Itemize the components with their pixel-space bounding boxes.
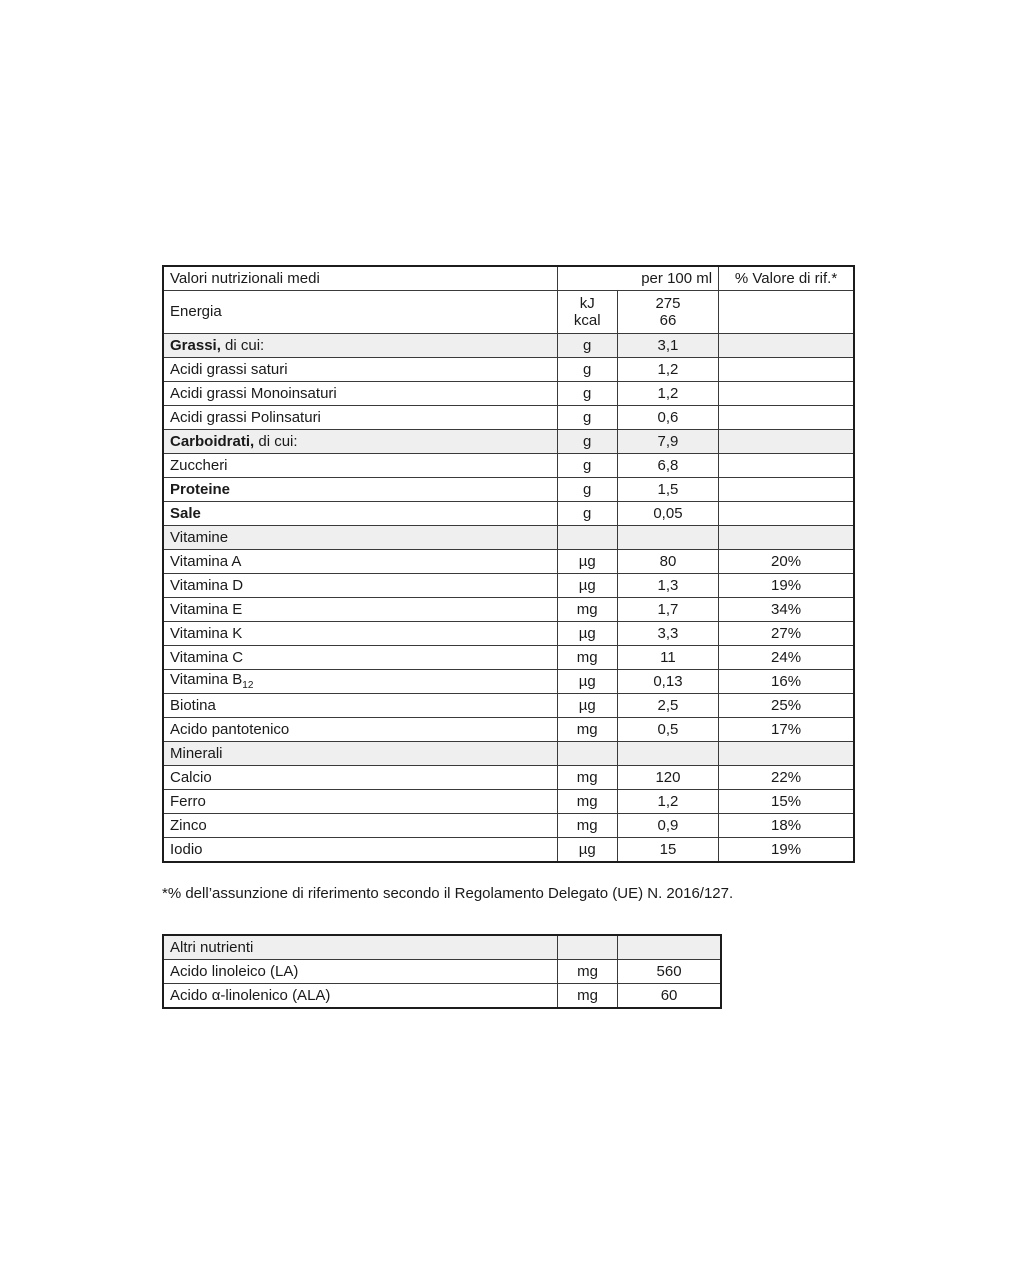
unit-cell: mg: [557, 814, 617, 838]
reference-percent-cell: 20%: [719, 550, 854, 574]
reference-percent-cell: 18%: [719, 814, 854, 838]
table-row: [163, 358, 854, 382]
value-cell: 1,2: [617, 358, 718, 382]
value-cell: 15: [617, 838, 718, 863]
value-cell: 275 66: [617, 291, 718, 334]
value-cell: 80: [617, 550, 718, 574]
unit-cell: g: [557, 478, 617, 502]
reference-percent-cell: 24%: [719, 646, 854, 670]
reference-percent-cell: 25%: [719, 694, 854, 718]
other-nutrients-title: Altri nutrienti: [163, 935, 557, 960]
nutrient-label: Vitamina D: [163, 574, 557, 598]
other-nutrients-table: [162, 934, 722, 1009]
nutrient-label: Vitamine: [163, 526, 557, 550]
nutrient-label: Vitamina A: [163, 550, 557, 574]
value-cell: 0,05: [617, 502, 718, 526]
unit-cell: mg: [557, 718, 617, 742]
unit-cell: g: [557, 406, 617, 430]
unit-cell: mg: [557, 598, 617, 622]
value-cell: 0,9: [617, 814, 718, 838]
value-cell: 560: [618, 960, 721, 984]
value-cell: 1,5: [617, 478, 718, 502]
unit-cell: mg: [557, 646, 617, 670]
empty-unit-header-cell: [557, 935, 617, 960]
value-cell: 1,2: [617, 382, 718, 406]
reference-percent-cell: 19%: [719, 574, 854, 598]
value-cell: 3,3: [617, 622, 718, 646]
table-row: [163, 598, 854, 622]
reference-percent-cell: [719, 358, 854, 382]
value-cell: 6,8: [617, 454, 718, 478]
table-row: [163, 334, 854, 358]
unit-cell: kJ kcal: [557, 291, 617, 334]
unit-cell: g: [557, 334, 617, 358]
reference-percent-cell: [719, 334, 854, 358]
table-row: [163, 646, 854, 670]
value-cell: [617, 742, 718, 766]
nutrient-label: Acidi grassi Monoinsaturi: [163, 382, 557, 406]
reference-percent-cell: [719, 526, 854, 550]
nutrient-label: Iodio: [163, 838, 557, 863]
nutrient-label: Acido α-linolenico (ALA): [163, 984, 557, 1009]
table-row: [163, 718, 854, 742]
table-row: [163, 838, 854, 863]
table-row: [163, 814, 854, 838]
nutrient-label: Proteine: [163, 478, 557, 502]
table-row: [163, 742, 854, 766]
nutrient-label: Carboidrati, di cui:: [163, 430, 557, 454]
value-cell: 11: [617, 646, 718, 670]
nutrient-label: Energia: [163, 291, 557, 334]
per-100ml-header: per 100 ml: [557, 266, 718, 291]
unit-cell: g: [557, 358, 617, 382]
nutrient-label: Vitamina $B_{12}$: [163, 670, 557, 694]
unit-cell: mg: [557, 766, 617, 790]
reference-percent-cell: [719, 406, 854, 430]
nutrition-table: [162, 265, 855, 863]
unit-cell: µg: [557, 670, 617, 694]
reference-percent-cell: 27%: [719, 622, 854, 646]
value-cell: 120: [617, 766, 718, 790]
unit-cell: µg: [557, 550, 617, 574]
reference-percent-cell: 15%: [719, 790, 854, 814]
value-cell: 0,13: [617, 670, 718, 694]
value-cell: 3,1: [617, 334, 718, 358]
value-cell: [617, 526, 718, 550]
value-cell: 2,5: [617, 694, 718, 718]
unit-cell: [557, 742, 617, 766]
nutrient-label: Vitamina K: [163, 622, 557, 646]
unit-cell: mg: [557, 790, 617, 814]
table-row: [163, 406, 854, 430]
unit-cell: µg: [557, 574, 617, 598]
table-row: [163, 291, 854, 334]
table-row: [163, 574, 854, 598]
reference-percent-cell: 22%: [719, 766, 854, 790]
table-header-row: [163, 266, 854, 291]
table-row: [163, 502, 854, 526]
table-row: [163, 550, 854, 574]
reference-percent-cell: [719, 502, 854, 526]
unit-cell: g: [557, 382, 617, 406]
nutrient-label: Acidi grassi Polinsaturi: [163, 406, 557, 430]
unit-cell: g: [557, 430, 617, 454]
unit-cell: µg: [557, 622, 617, 646]
reference-percent-cell: [719, 742, 854, 766]
unit-cell: µg: [557, 694, 617, 718]
table-row: [163, 790, 854, 814]
nutrient-label: Zuccheri: [163, 454, 557, 478]
reference-percent-cell: [719, 478, 854, 502]
nutrient-label: Vitamina E: [163, 598, 557, 622]
reference-percent-cell: [719, 291, 854, 334]
unit-cell: mg: [557, 960, 617, 984]
unit-cell: µg: [557, 838, 617, 863]
table-row: [163, 478, 854, 502]
reference-percent-cell: 34%: [719, 598, 854, 622]
reference-percent-cell: [719, 430, 854, 454]
table-row: [163, 622, 854, 646]
reference-percent-cell: 16%: [719, 670, 854, 694]
table-row: [163, 454, 854, 478]
value-cell: 1,2: [617, 790, 718, 814]
nutrient-label: Minerali: [163, 742, 557, 766]
table-row: [163, 694, 854, 718]
unit-cell: mg: [557, 984, 617, 1009]
nutrient-label: Grassi, di cui:: [163, 334, 557, 358]
nutrient-label: Acidi grassi saturi: [163, 358, 557, 382]
table-title: Valori nutrizionali medi: [163, 266, 557, 291]
value-cell: 7,9: [617, 430, 718, 454]
table-row: [163, 960, 721, 984]
table-row: [163, 430, 854, 454]
footnote: *% dell’assunzione di riferimento secondo il Regolamento Delegato (UE) N. 2016/127.: [162, 885, 734, 902]
unit-cell: g: [557, 502, 617, 526]
empty-value-header-cell: [618, 935, 721, 960]
table-row: [163, 766, 854, 790]
value-cell: 1,7: [617, 598, 718, 622]
nutrient-label: Zinco: [163, 814, 557, 838]
value-cell: 0,5: [617, 718, 718, 742]
reference-percent-cell: 17%: [719, 718, 854, 742]
nutrient-label: Biotina: [163, 694, 557, 718]
value-cell: 60: [618, 984, 721, 1009]
nutrient-label: Sale: [163, 502, 557, 526]
table-row: [163, 670, 854, 694]
unit-cell: g: [557, 454, 617, 478]
unit-cell: [557, 526, 617, 550]
nutrient-label: Calcio: [163, 766, 557, 790]
value-cell: 0,6: [617, 406, 718, 430]
table-header-row: [163, 935, 721, 960]
reference-percent-cell: 19%: [719, 838, 854, 863]
reference-percent-cell: [719, 454, 854, 478]
nutrient-label: Acido pantotenico: [163, 718, 557, 742]
reference-percent-cell: [719, 382, 854, 406]
table-row: [163, 984, 721, 1009]
nutrient-label: Acido linoleico (LA): [163, 960, 557, 984]
table-row: [163, 526, 854, 550]
value-cell: 1,3: [617, 574, 718, 598]
reference-value-header: % Valore di rif.*: [719, 266, 854, 291]
nutrient-label: Ferro: [163, 790, 557, 814]
nutrient-label: Vitamina C: [163, 646, 557, 670]
table-row: [163, 382, 854, 406]
